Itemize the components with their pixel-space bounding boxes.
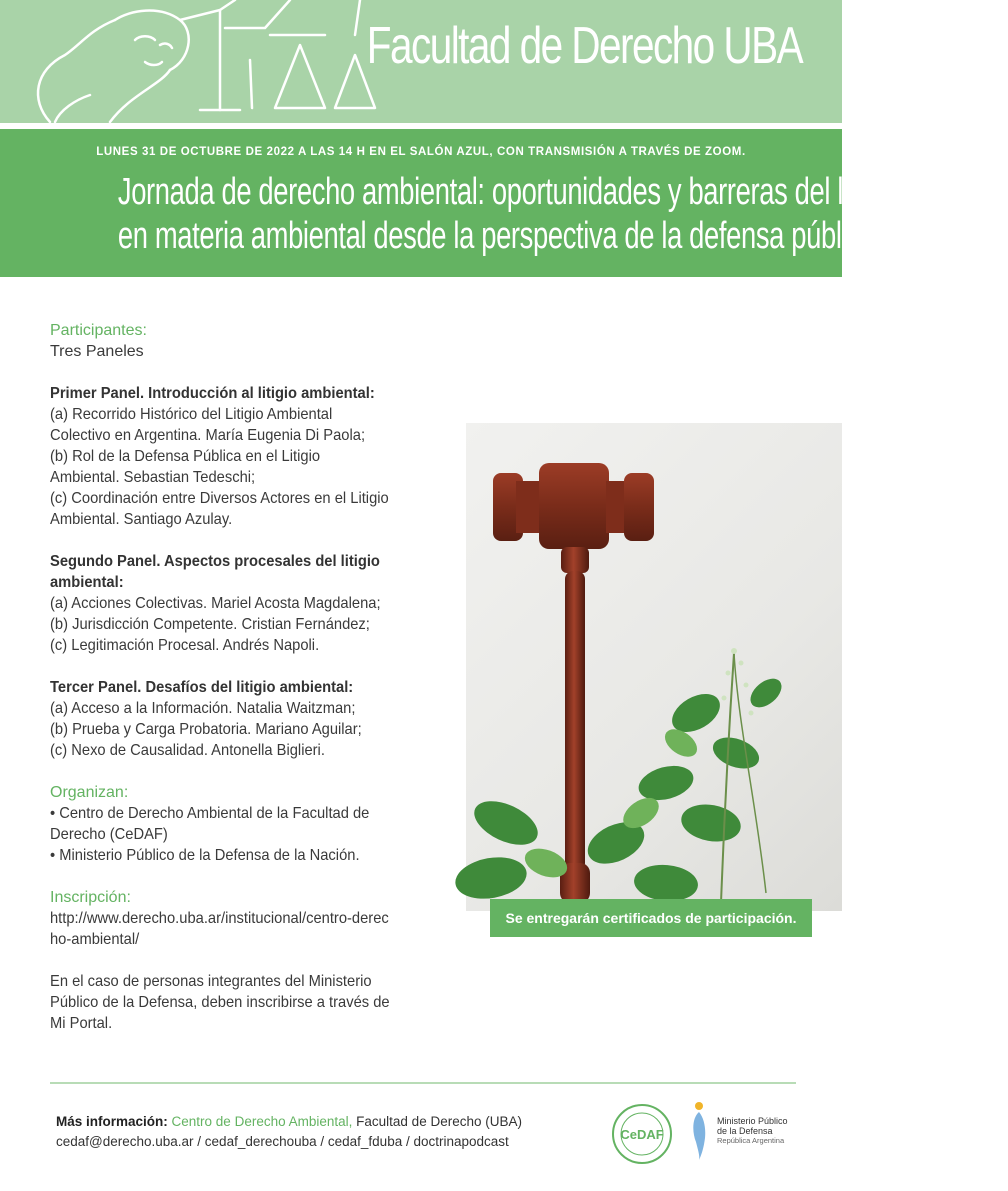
footer-info bbox=[56, 1112, 522, 1152]
panel-1-line: (a) Recorrido Histórico del Litigio Ambiental bbox=[50, 406, 333, 423]
panel-2-line: (b) Jurisdicción Competente. Cristian Fernández; bbox=[50, 616, 370, 633]
panel-2-line: (a) Acciones Colectivas. Mariel Acosta Magdalena; bbox=[50, 595, 381, 612]
center-name-link[interactable]: Centro de Derecho Ambiental, bbox=[171, 1114, 353, 1129]
registration-label: Inscripción: bbox=[50, 889, 131, 906]
page-title: Facultad de Derecho UBA bbox=[366, 17, 802, 75]
certificate-banner: Se entregarán certificados de participación. bbox=[490, 899, 812, 937]
panel-1-line: Ambiental. Sebastian Tedeschi; bbox=[50, 469, 256, 486]
registration-note: Público de la Defensa, deben inscribirse a través de bbox=[50, 994, 390, 1011]
cedaf-logo bbox=[611, 1103, 673, 1165]
participants-value: Tres Paneles bbox=[50, 343, 144, 360]
event-title-line-2: en materia ambiental desde la perspectiva de la defensa pública bbox=[117, 215, 876, 257]
panel-3-heading: Tercer Panel. Desafíos del litigio ambiental: bbox=[50, 679, 354, 696]
organizer-line: • Ministerio Público de la Defensa de la Nación. bbox=[50, 847, 360, 864]
panel-3-line: (b) Prueba y Carga Probatoria. Mariano Aguilar; bbox=[50, 721, 362, 738]
program-content bbox=[50, 320, 430, 1034]
more-info-label: Más información: bbox=[56, 1114, 168, 1129]
organizers-label: Organizan: bbox=[50, 784, 129, 801]
justice-figure-with-scales-icon bbox=[20, 0, 380, 123]
panel-3-line: (a) Acceso a la Información. Natalia Waitzman; bbox=[50, 700, 356, 717]
event-date-line: LUNES 31 DE OCTUBRE DE 2022 A LAS 14 H EN EL SALÓN AZUL, CON TRANSMISIÓN A TRAVÉS DE ZOOM. bbox=[96, 146, 746, 158]
organizer-line: • Centro de Derecho Ambiental de la Facultad de bbox=[50, 805, 370, 822]
panel-1-heading: Primer Panel. Introducción al litigio ambiental: bbox=[50, 385, 375, 402]
header-band bbox=[0, 0, 842, 123]
participants-label: Participantes: bbox=[50, 322, 147, 339]
panel-1-line: (c) Coordinación entre Diversos Actores en el Litigio bbox=[50, 490, 389, 507]
panel-2-heading: ambiental: bbox=[50, 574, 124, 591]
panel-2-heading: Segundo Panel. Aspectos procesales del litigio bbox=[50, 553, 380, 570]
faculty-name: Facultad de Derecho (UBA) bbox=[356, 1114, 522, 1129]
panel-1-line: Colectivo en Argentina. María Eugenia Di Paola; bbox=[50, 427, 366, 444]
footer-divider bbox=[50, 1082, 796, 1084]
panel-2-line: (c) Legitimación Procesal. Andrés Napoli. bbox=[50, 637, 320, 654]
panel-3-line: (c) Nexo de Causalidad. Antonella Biglieri. bbox=[50, 742, 325, 759]
cedaf-logo-text: CeDAF bbox=[620, 1127, 664, 1142]
contact-handles: cedaf@derecho.uba.ar / cedaf_derechouba / cedaf_fduba / doctrinapodcast bbox=[56, 1134, 509, 1149]
registration-link[interactable]: http://www.derecho.uba.ar/institucional/centro-derec bbox=[50, 910, 389, 927]
gavel-with-plant-icon bbox=[466, 423, 842, 911]
event-title bbox=[0, 170, 1008, 258]
panel-1-line: Ambiental. Santiago Azulay. bbox=[50, 511, 233, 528]
mpd-name: Ministerio Público de la Defensa República Argentina bbox=[717, 1116, 788, 1145]
registration-note: Mi Portal. bbox=[50, 1015, 113, 1032]
gavel-photo bbox=[466, 423, 842, 911]
registration-note: En el caso de personas integrantes del Ministerio bbox=[50, 973, 372, 990]
registration-link[interactable]: ho-ambiental/ bbox=[50, 931, 140, 948]
panel-1-line: (b) Rol de la Defensa Pública en el Litigio bbox=[50, 448, 321, 465]
organizer-line: Derecho (CeDAF) bbox=[50, 826, 168, 843]
event-title-line-1: Jornada de derecho ambiental: oportunidades y barreras del litigio colectivo bbox=[117, 171, 1008, 213]
